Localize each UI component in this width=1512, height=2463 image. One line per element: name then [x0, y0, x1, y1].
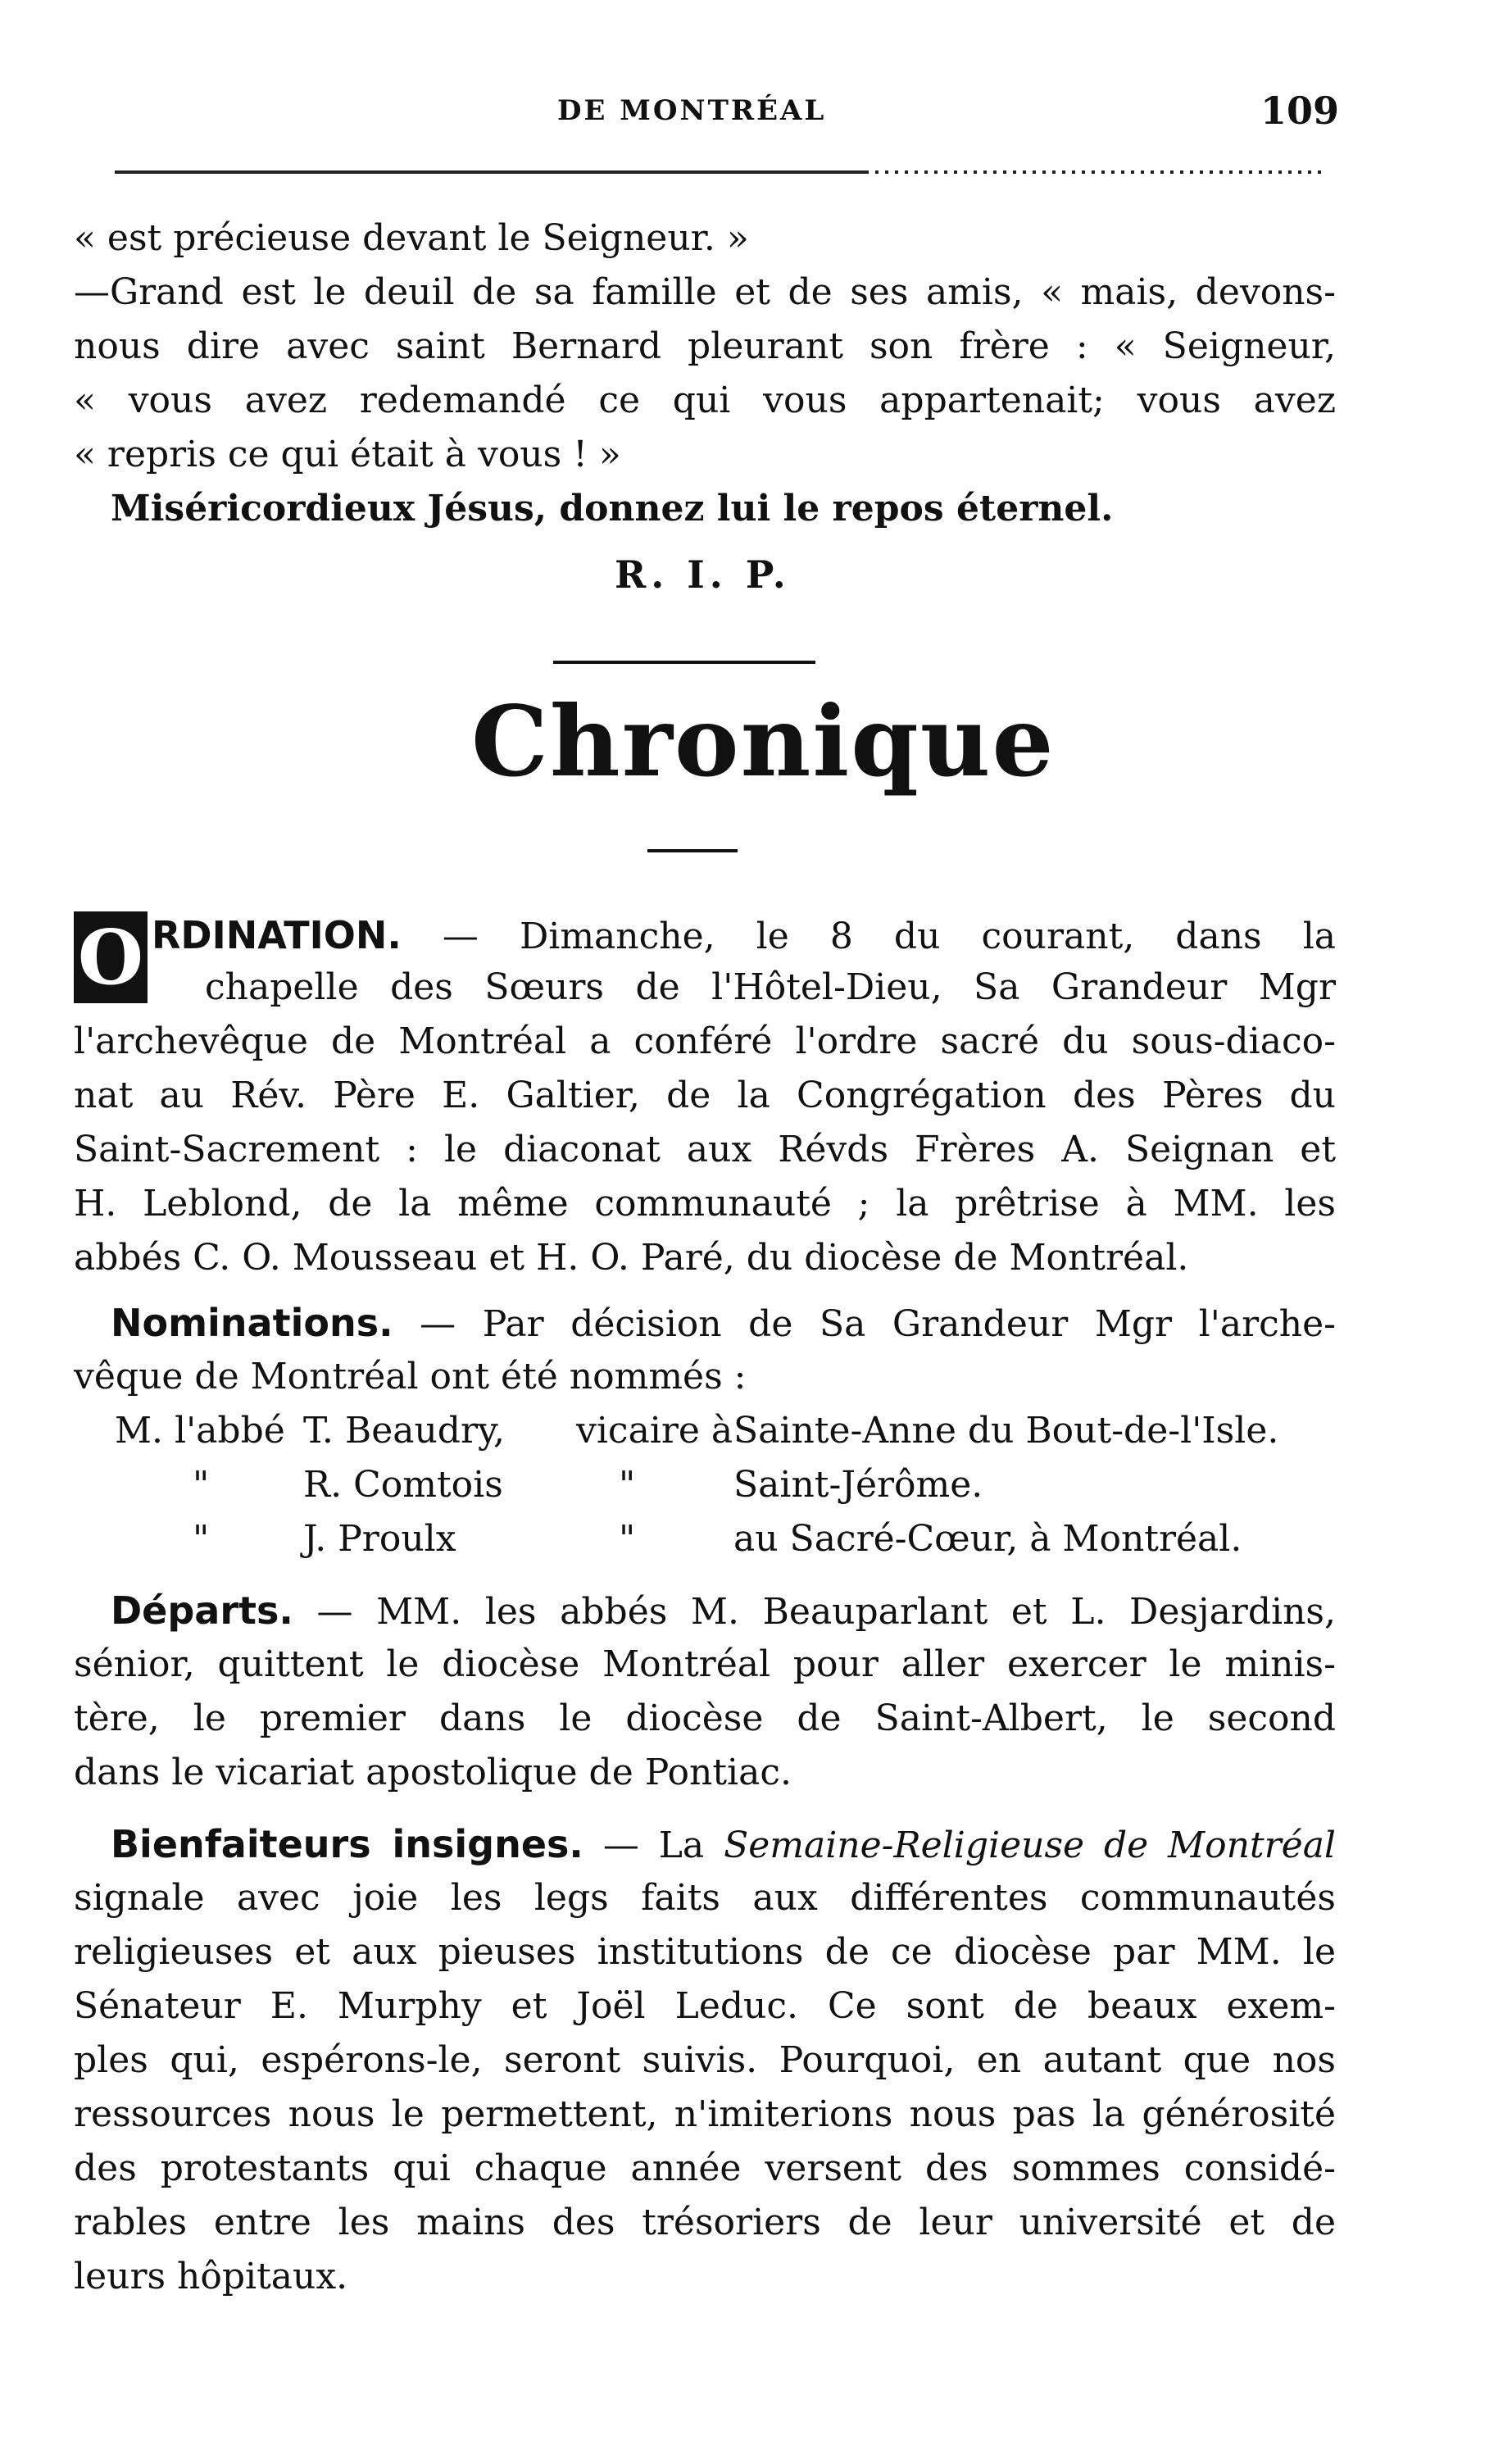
bienfaiteurs-line-6: ressources nous le permettent, n'imiterions nous pas la générosité: [74, 2093, 1336, 2135]
ordination-line-1: RDINATION. — Dimanche, le 8 du courant, dans la: [152, 913, 1336, 957]
departs-line-3: tère, le premier dans le diocèse de Saint-Albert, le second: [74, 1697, 1336, 1739]
header-rule-broken-segment: [869, 170, 1328, 174]
nomination-role-3: ": [619, 1518, 636, 1560]
bienfaiteurs-line-4: Sénateur E. Murphy et Joël Leduc. Ce sont de beaux exem-: [74, 1985, 1336, 2027]
obituary-line-2: —Grand est le deuil de sa famille et de ses amis, « mais, devons-: [74, 271, 1336, 313]
nomination-role-2: ": [619, 1464, 636, 1506]
obituary-line-4: « vous avez redemandé ce qui vous appartenait; vous avez: [74, 379, 1336, 421]
title-underline: [647, 849, 738, 852]
ordination-heading: RDINATION.: [152, 913, 402, 957]
bienfaiteurs-line-9: leurs hôpitaux.: [74, 2256, 348, 2297]
nominations-line-1: Nominations. — Par décision de Sa Grandeur Mgr l'arche-: [111, 1301, 1336, 1345]
section-divider: [553, 661, 815, 664]
bienfaiteurs-line-8: rables entre les mains des trésoriers de leur université et de: [74, 2202, 1336, 2243]
nomination-prefix-3: ": [193, 1518, 210, 1560]
nomination-name-3: J. Proulx: [303, 1518, 456, 1560]
ordination-line-4: nat au Rév. Père E. Galtier, de la Congrégation des Pères du: [74, 1075, 1336, 1116]
nominations-heading: Nominations.: [111, 1301, 393, 1345]
nomination-place-1: Sainte-Anne du Bout-de-l'Isle.: [733, 1410, 1279, 1452]
nomination-place-3: au Sacré-Cœur, à Montréal.: [733, 1518, 1242, 1560]
nomination-prefix-2: ": [193, 1464, 210, 1506]
nominations-line-2: vêque de Montréal ont été nommés :: [74, 1356, 747, 1397]
departs-line-4: dans le vicariat apostolique de Pontiac.: [74, 1752, 792, 1793]
publication-title: Semaine-Religieuse de Montréal: [724, 1825, 1336, 1866]
nomination-name-1: T. Beaudry,: [303, 1410, 505, 1452]
bienfaiteurs-line-3: religieuses et aux pieuses institutions de ce diocèse par MM. le: [74, 1931, 1336, 1973]
obituary-line-3: nous dire avec saint Bernard pleurant son frère : « Seigneur,: [74, 325, 1336, 367]
rip-signoff: R. I. P.: [615, 552, 791, 597]
obituary-line-1: « est précieuse devant le Seigneur. »: [74, 217, 749, 259]
bienfaiteurs-line-2: signale avec joie les legs faits aux différentes communautés: [74, 1877, 1336, 1919]
bienfaiteurs-line-7: des protestants qui chaque année versent des sommes considé-: [74, 2147, 1336, 2189]
page-number: 109: [1260, 89, 1340, 133]
ordination-line-3: l'archevêque de Montréal a conféré l'ordre sacré du sous-diaco-: [74, 1020, 1336, 1062]
ordination-line-2: chapelle des Sœurs de l'Hôtel-Dieu, Sa Grandeur Mgr: [205, 966, 1336, 1008]
obituary-prayer: Miséricordieux Jésus, donnez lui le repos éternel.: [111, 488, 1114, 529]
bienfaiteurs-line-1: Bienfaiteurs insignes. — La Semaine-Religieuse de Montréal: [111, 1822, 1336, 1866]
section-title-chronique: Chronique: [471, 684, 1056, 798]
nomination-place-2: Saint-Jérôme.: [733, 1464, 983, 1506]
nomination-prefix-1: M. l'abbé: [115, 1410, 285, 1452]
departs-line-2: sénior, quittent le diocèse Montréal pour aller exercer le minis-: [74, 1643, 1336, 1685]
nomination-role-1: vicaire à: [576, 1410, 733, 1452]
departs-line-1: Départs. — MM. les abbés M. Beauparlant et L. Desjardins,: [111, 1588, 1336, 1633]
ordination-line-7: abbés C. O. Mousseau et H. O. Paré, du diocèse de Montréal.: [74, 1237, 1189, 1279]
obituary-line-5: « repris ce qui était à vous ! »: [74, 434, 621, 475]
drop-cap-o: O: [74, 911, 148, 1003]
ordination-line-6: H. Leblond, de la même communauté ; la prêtrise à MM. les: [74, 1183, 1336, 1225]
ordination-line-5: Saint-Sacrement : le diaconat aux Révds Frères A. Seignan et: [74, 1129, 1336, 1170]
bienfaiteurs-heading: Bienfaiteurs insignes.: [111, 1822, 583, 1866]
departs-heading: Départs.: [111, 1588, 293, 1633]
running-title: DE MONTRÉAL: [557, 94, 827, 127]
bienfaiteurs-line-5: ples qui, espérons-le, seront suivis. Pourquoi, en autant que nos: [74, 2039, 1336, 2081]
nomination-name-2: R. Comtois: [303, 1464, 503, 1506]
